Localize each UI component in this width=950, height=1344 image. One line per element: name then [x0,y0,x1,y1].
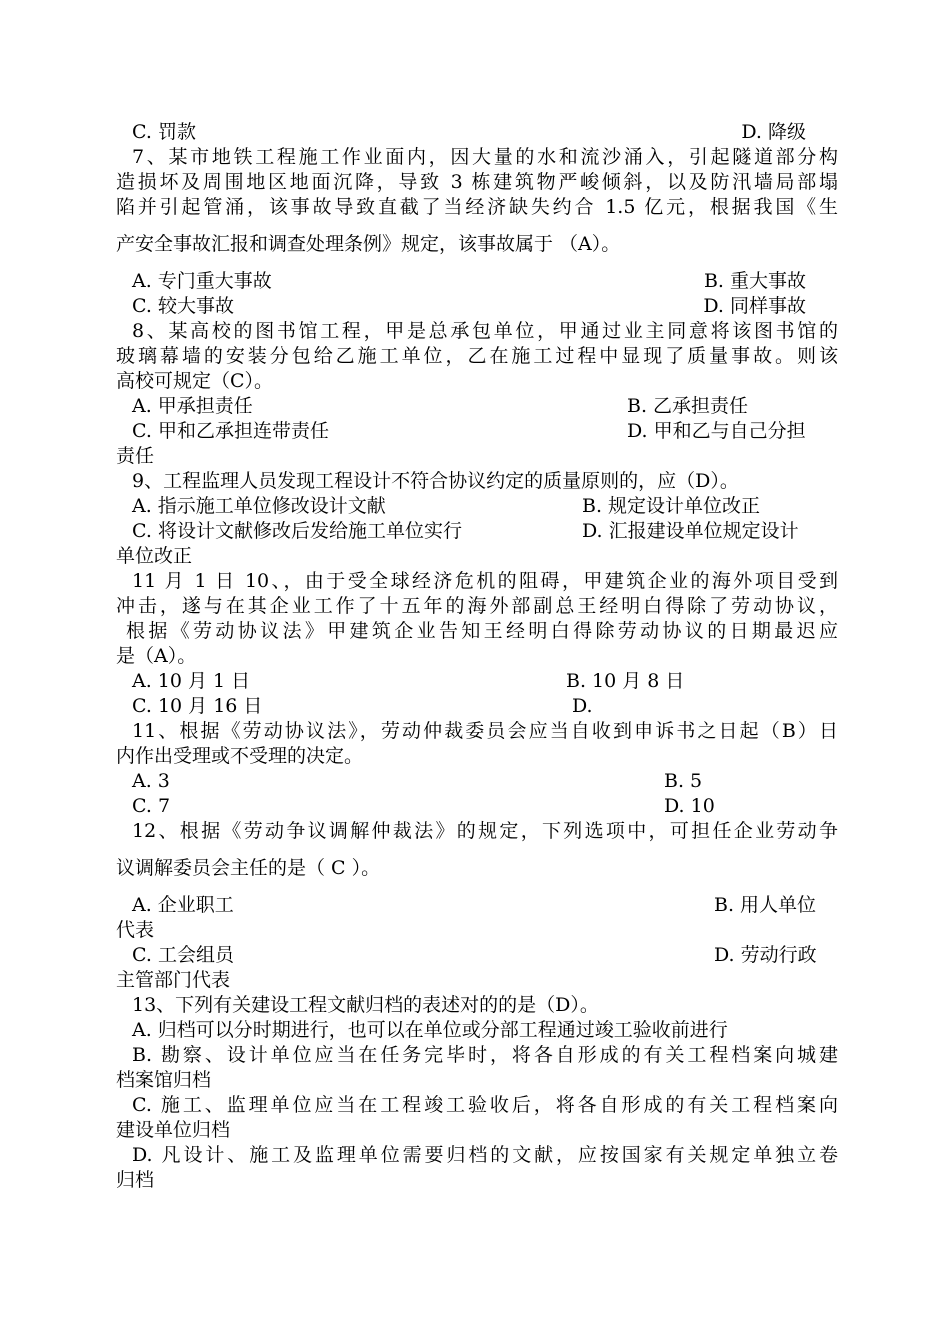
q11-question-line: 11、根据《劳动协议法》，劳动仲裁委员会应当自收到申诉书之日起（B）日 [132,720,838,742]
q12-options-row [116,943,838,968]
q7-question-line: 造损坏及周围地区地面沉降，导致 3 栋建筑物严峻倾斜，以及防汛墙局部塌 [116,171,838,193]
q8-options-row [116,419,838,444]
q12-option-d: D. 劳动行政 [714,944,817,966]
q13-option-b-continued: 档案馆归档 [116,1069,212,1091]
document-page [116,120,838,1193]
q9-question-line: 9、工程监理人员发现工程设计不符合协议约定的质量原则的，应（D）。 [132,470,739,492]
q6-options-row [116,120,838,145]
q9-options-row [116,494,838,519]
q10-options-row [116,694,838,719]
q8-option-d-continued: 责任 [116,445,155,467]
q10-question-line: 冲击，遂与在其企业工作了十五年的海外部副总王经明白得除了劳动协议， [116,595,838,617]
q8-option-d: D. 甲和乙与自己分担 [627,420,806,442]
q12-option-c: C. 工会组员 [132,944,234,966]
q7-question-line: 产安全事故汇报和调查处理条例》规定，该事故属于 （A）。 [116,233,621,255]
q9-option-b: B. 规定设计单位改正 [582,495,761,517]
q7-option-c: C. 较大事故 [132,295,234,317]
q12-question-line: 议调解委员会主任的是（ C ）。 [116,857,381,879]
q11-options-row [116,769,838,794]
q7-option-b: B. 重大事故 [703,270,806,292]
q13-option-a: A. 归档可以分时期进行，也可以在单位或分部工程通过竣工验收前进行 [132,1019,728,1041]
q8-question-line: 玻璃幕墙的安装分包给乙施工单位，乙在施工过程中显现了质量事故。则该 [116,345,838,367]
q8-option-b: B. 乙承担责任 [627,395,749,417]
q10-question-line: 根据《劳动协议法》甲建筑企业告知王经明白得除劳动协议的日期最迟应 [126,620,838,642]
q11-option-d: D. 10 [664,795,715,817]
q7-option-d: D. 同样事故 [703,295,806,317]
q11-question-line: 内作出受理或不受理的决定。 [116,745,364,767]
q9-options-row [116,519,838,544]
q9-option-d-continued: 单位改正 [116,545,193,567]
q9-option-a: A. 指示施工单位修改设计文献 [132,495,386,517]
q13-option-c: C. 施工、监理单位应当在工程竣工验收后，将各自形成的有关工程档案向 [132,1094,838,1116]
q13-option-b: B. 勘察、设计单位应当在任务完毕时，将各自形成的有关工程档案向城建 [132,1044,838,1066]
q8-option-a: A. 甲承担责任 [132,395,253,417]
q8-option-c: C. 甲和乙承担连带责任 [132,420,329,442]
q11-options-row [116,794,838,819]
q8-question-line: 高校可规定（C）。 [116,370,274,392]
q12-options-row [116,893,838,918]
q10-option-a: A. 10 月 1 日 [132,670,251,692]
q7-question-line: 陷并引起管涌，该事故导致直截了当经济缺失约合 1.5 亿元，根据我国《生 [116,196,838,218]
q10-question-line: 11 月 1 日 10、，由于受全球经济危机的阻碍，甲建筑企业的海外项目受到 [132,570,838,592]
q13-option-c-continued: 建设单位归档 [116,1119,231,1141]
q10-option-d: D. [572,695,593,717]
q12-option-a: A. 企业职工 [132,894,234,916]
q8-options-row [116,394,838,419]
q12-option-b: B. 用人单位 [714,894,817,916]
q10-option-b: B. 10 月 8 日 [566,670,685,692]
q6-option-c: C. 罚款 [132,121,196,143]
q13-question-line: 13、下列有关建设工程文献归档的表述对的的是（D）。 [132,994,599,1016]
q6-option-d: D. 降级 [741,121,806,143]
q10-options-row [116,669,838,694]
q9-option-d: D. 汇报建设单位规定设计 [582,520,799,542]
q7-option-a: A. 专门重大事故 [132,270,272,292]
q12-question-line: 12、根据《劳动争议调解仲裁法》的规定，下列选项中，可担任企业劳动争 [132,820,838,842]
q8-question-line: 8、某高校的图书馆工程，甲是总承包单位，甲通过业主同意将该图书馆的 [132,320,838,342]
q13-option-d-continued: 归档 [116,1169,155,1191]
q11-option-c: C. 7 [132,795,171,817]
q10-question-line: 是（A）。 [116,645,197,667]
q10-option-c: C. 10 月 16 日 [132,695,263,717]
q7-options-row [116,269,838,294]
q9-option-c: C. 将设计文献修改后发给施工单位实行 [132,520,462,542]
q7-options-row [116,294,838,319]
q11-option-a: A. 3 [132,770,170,792]
q11-option-b: B. 5 [664,770,703,792]
q12-option-a-continued: 代表 [116,919,155,941]
q12-option-c-continued: 主管部门代表 [116,969,231,991]
q7-question-line: 7、某市地铁工程施工作业面内，因大量的水和流沙涌入，引起隧道部分构 [132,146,838,168]
q13-option-d: D. 凡设计、施工及监理单位需要归档的文献，应按国家有关规定单独立卷 [132,1144,838,1166]
